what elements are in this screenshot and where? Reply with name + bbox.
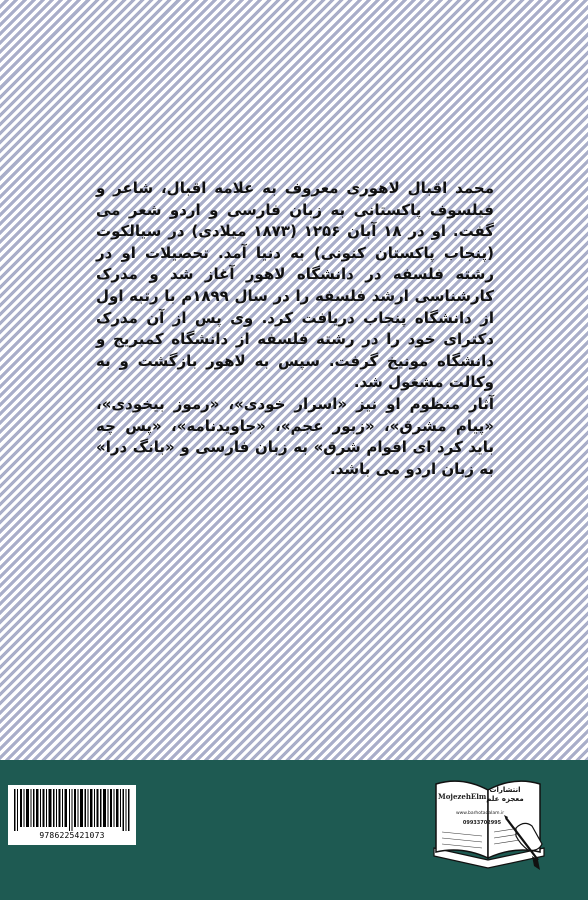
barcode-bars-icon xyxy=(14,789,130,831)
publisher-logo xyxy=(428,770,554,880)
publisher-website: www.barhotaqalam.ir xyxy=(455,811,505,816)
barcode xyxy=(8,785,136,845)
publisher-name: انتشارات معجزه علم xyxy=(486,786,524,803)
author-biography xyxy=(96,178,494,480)
publisher-phone: 09933702995 xyxy=(462,820,502,826)
publisher-latin-name: MojezehElm xyxy=(438,792,487,801)
bio-paragraph-2: آثار منظوم او نیز «اسرار خودی»، «رموز بیخودی»، «پیام مشرق»، «زبور عجم»، «جاویدنامه»، «پس چه باید کرد ای اقوام شرق» به زبان فارسی و «بانگ درا» به زبان اردو می باشد. xyxy=(96,394,494,478)
isbn-number: 9786225421073 xyxy=(39,831,105,840)
bio-paragraph-1: محمد اقبال لاهوری معروف به علامه اقبال، شاعر و فیلسوف پاکستانی به زبان فارسی و اردو شعر می گفت. او در ۱۸ آبان ۱۲۵۶ (۱۸۷۳ میلادی) در سیالکوت (پنجاب پاکستان کنونی) به دنیا آمد. تحصیلات او در رشته فلسفه در دانشگاه لاهور آغاز شد و مدرک کارشناسی ارشد فلسفه را در سال ۱۸۹۹م با رتبه اول از دانشگاه پنجاب دریافت کرد. وی پس از آن مدرک دکترای خود را در رشته فلسفه از دانشگاه کمبریج و دانشگاه مونیخ گرفت. سپس به لاهور بازگشت و به وکالت مشغول شد. xyxy=(96,179,495,392)
